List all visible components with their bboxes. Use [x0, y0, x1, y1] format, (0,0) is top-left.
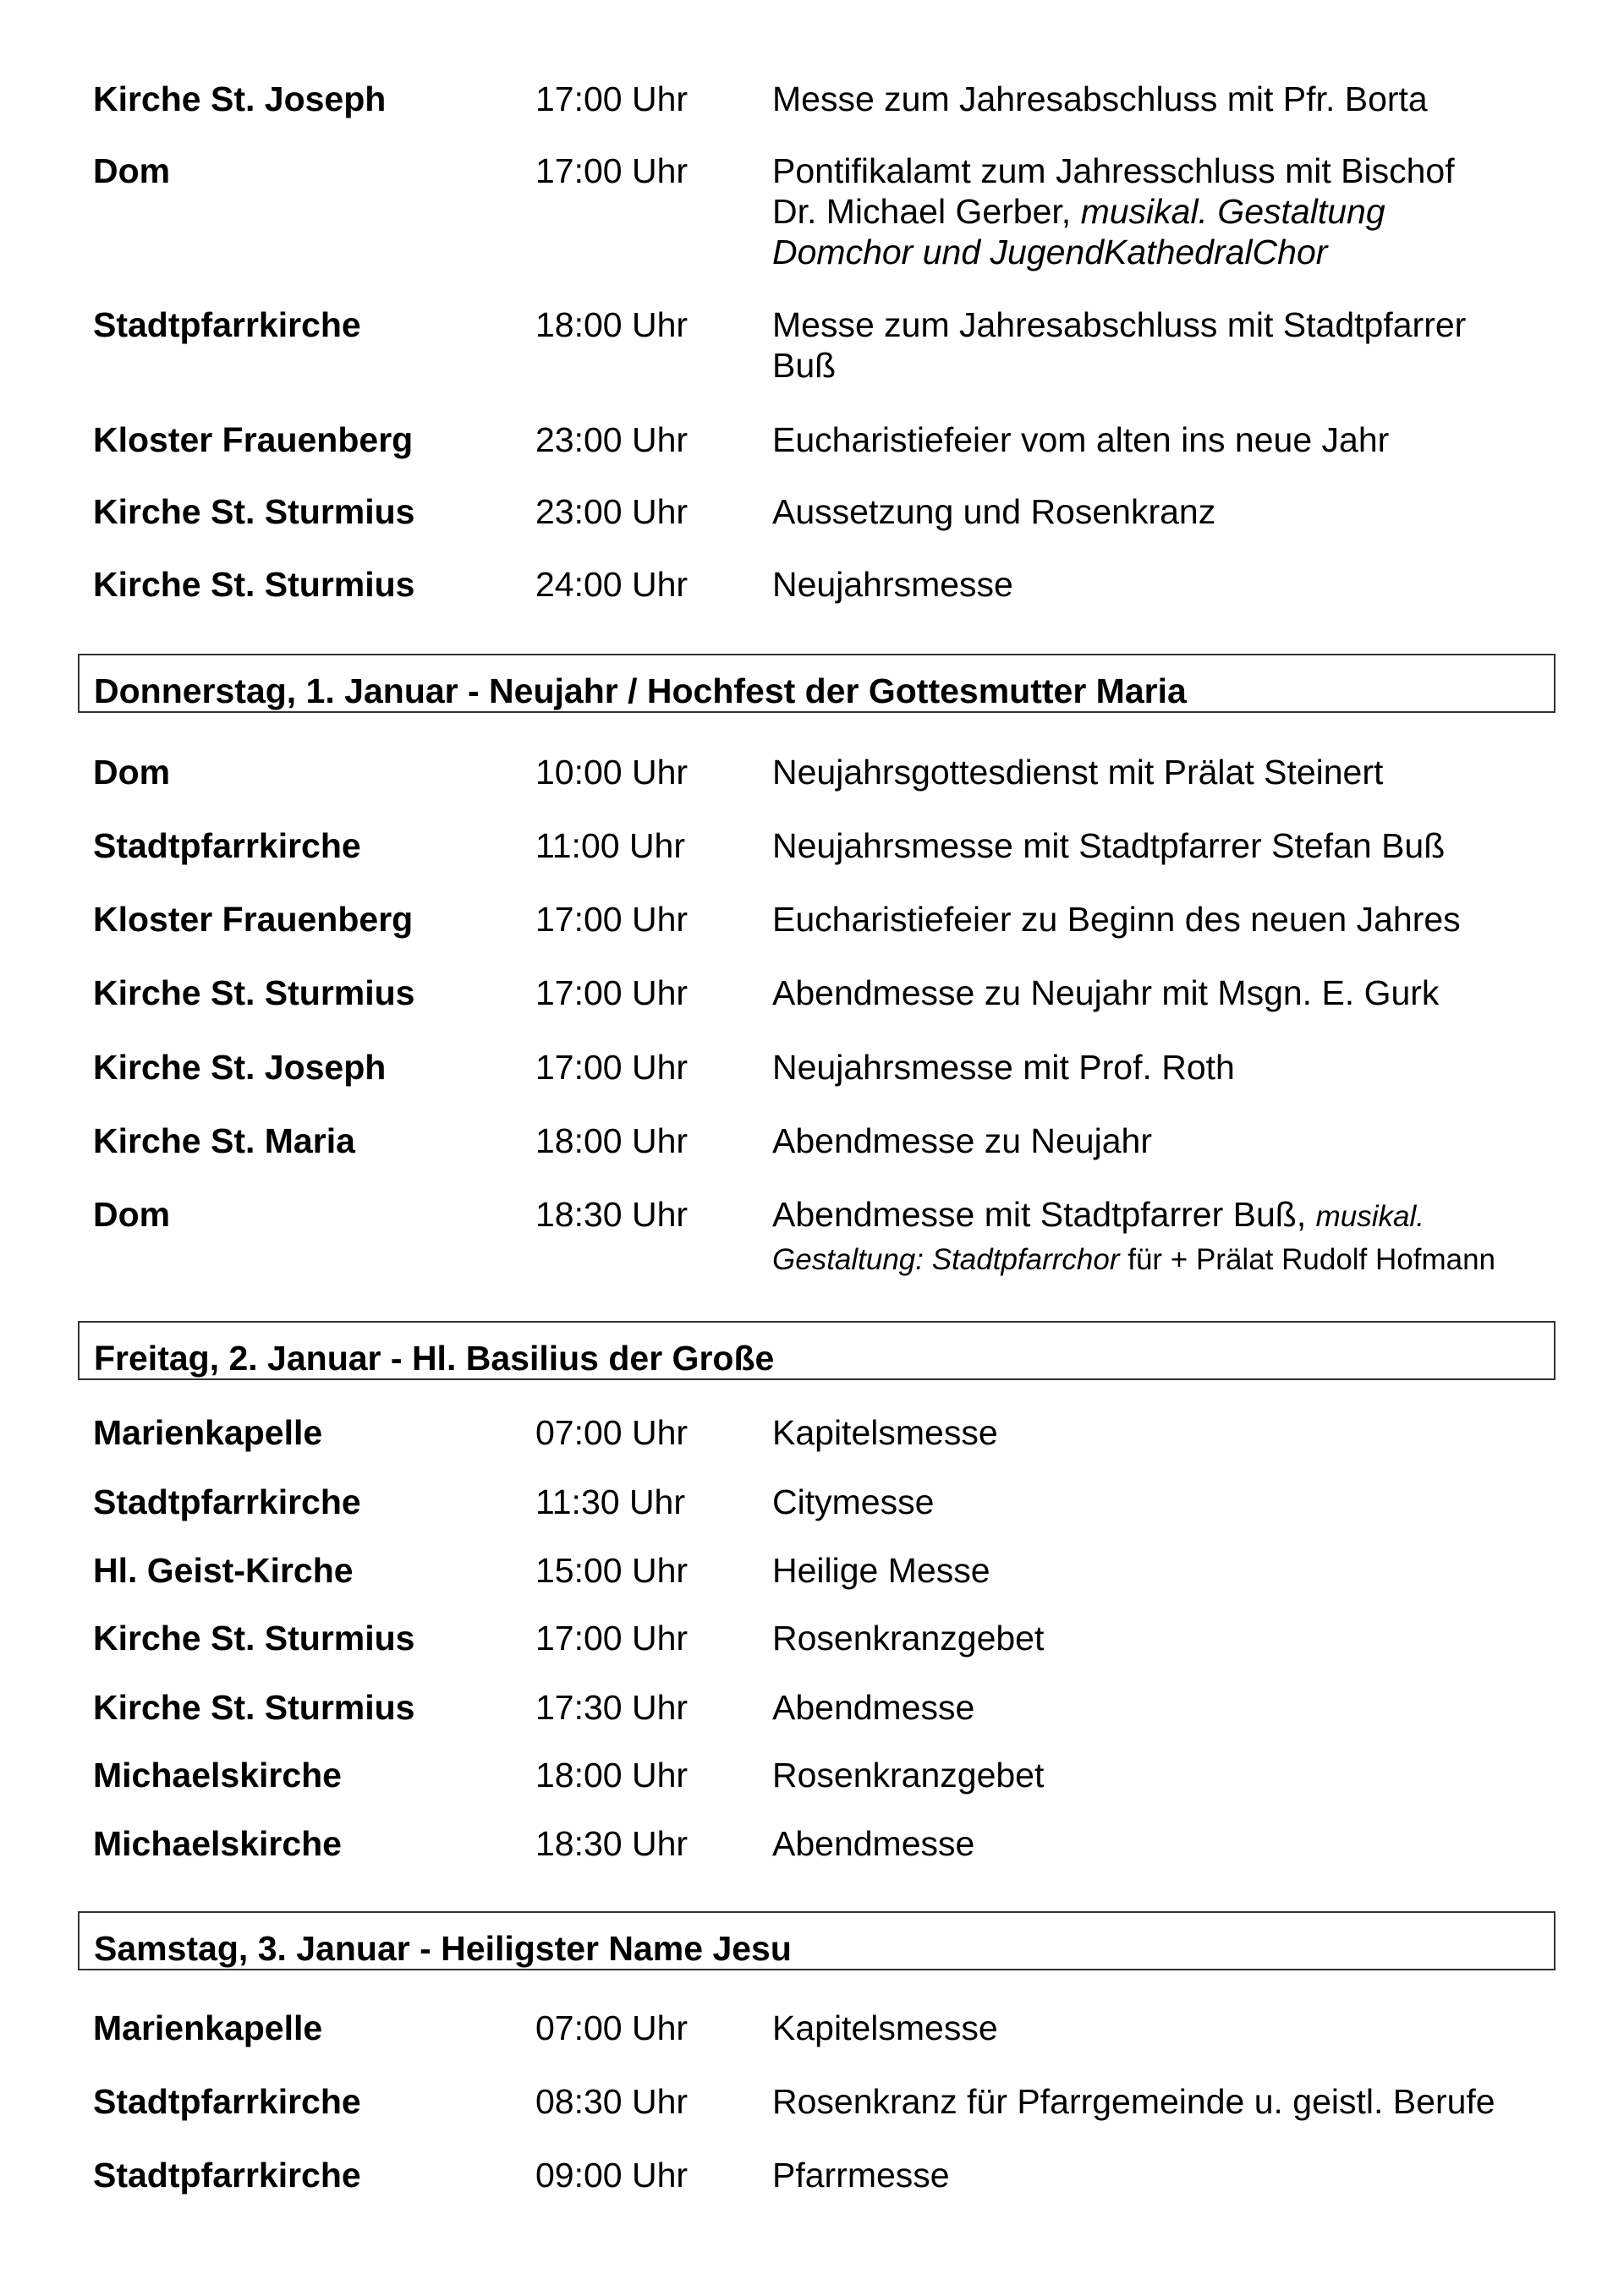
entry-time: 15:00 Uhr: [535, 1551, 689, 1590]
entry-location: Kirche St. Joseph: [93, 79, 387, 118]
entry-time: 07:00 Uhr: [535, 1413, 689, 1452]
entry-location: Marienkapelle: [93, 2008, 323, 2047]
entry-time: 18:00 Uhr: [535, 305, 689, 344]
entry-location: Kirche St. Maria: [93, 1121, 355, 1160]
entry-location: Stadtpfarrkirche: [93, 1482, 361, 1521]
entry-time: 17:30 Uhr: [535, 1688, 689, 1727]
entry-location: Michaelskirche: [93, 1824, 342, 1863]
entry-description: Abendmesse zu Neujahr: [772, 1121, 1152, 1160]
entry-description: Aussetzung und Rosenkranz: [772, 492, 1216, 531]
day-heading: Samstag, 3. Januar - Heiligster Name Jesu: [94, 1929, 792, 1968]
entry-description: Messe zum Jahresabschluss mit Pfr. Borta: [772, 79, 1428, 118]
entry-time: 18:30 Uhr: [535, 1195, 689, 1234]
entry-time: 17:00 Uhr: [535, 900, 689, 939]
entry-description: [772, 304, 1618, 386]
entry-location: Marienkapelle: [93, 1413, 323, 1452]
entry-description: Neujahrsmesse: [772, 565, 1013, 604]
day-heading: Donnerstag, 1. Januar - Neujahr / Hochfest der Gottesmutter Maria: [94, 671, 1187, 710]
entry-location: Dom: [93, 753, 171, 792]
entry-description: Pfarrmesse: [772, 2156, 950, 2195]
entry-location: Stadtpfarrkirche: [93, 826, 361, 865]
entry-time: 18:00 Uhr: [535, 1121, 689, 1160]
entry-time: 23:00 Uhr: [535, 492, 689, 531]
entry-description: Eucharistiefeier vom alten ins neue Jahr: [772, 420, 1390, 459]
entry-location: Dom: [93, 151, 171, 190]
entry-location: Stadtpfarrkirche: [93, 2082, 361, 2121]
desc-italic: Gestaltung: Stadtpfarrchor: [772, 1243, 1120, 1276]
entry-time: 11:00 Uhr: [535, 826, 686, 865]
entry-location: Michaelskirche: [93, 1756, 342, 1795]
entry-location: Kirche St. Sturmius: [93, 492, 415, 531]
entry-description: Kapitelsmesse: [772, 1413, 998, 1452]
entry-time: 07:00 Uhr: [535, 2008, 689, 2047]
entry-time: 23:00 Uhr: [535, 420, 689, 459]
entry-location: Kirche St. Sturmius: [93, 973, 415, 1012]
entry-description: [772, 1194, 1618, 1280]
entry-location: Kloster Frauenberg: [93, 900, 414, 939]
entry-location: Kirche St. Joseph: [93, 1048, 387, 1087]
entry-time: 11:30 Uhr: [535, 1482, 686, 1521]
day-heading-box: [78, 654, 1555, 713]
entry-description: Neujahrsmesse mit Stadtpfarrer Stefan Buß: [772, 826, 1446, 865]
entry-description: Rosenkranz für Pfarrgemeinde u. geistl. Berufe: [772, 2082, 1495, 2121]
entry-description: Abendmesse zu Neujahr mit Msgn. E. Gurk: [772, 973, 1440, 1012]
entry-time: 08:30 Uhr: [535, 2082, 689, 2121]
desc-line: Pontifikalamt zum Jahresschluss mit Bischof: [772, 151, 1455, 190]
day-heading-box: [78, 1321, 1555, 1380]
desc-italic: musikal.: [1315, 1200, 1424, 1233]
entry-location: Stadtpfarrkirche: [93, 305, 361, 344]
entry-description: Kapitelsmesse: [772, 2008, 998, 2047]
entry-time: 17:00 Uhr: [535, 79, 689, 118]
entry-location: Hl. Geist-Kirche: [93, 1551, 354, 1590]
entry-time: 09:00 Uhr: [535, 2156, 689, 2195]
entry-location: Kirche St. Sturmius: [93, 1619, 415, 1658]
entry-description: Abendmesse: [772, 1688, 975, 1727]
entry-description: Abendmesse: [772, 1824, 975, 1863]
entry-description: Neujahrsgottesdienst mit Prälat Steinert: [772, 753, 1384, 792]
entry-location: Stadtpfarrkirche: [93, 2156, 361, 2195]
desc-text: Abendmesse mit Stadtpfarrer Buß,: [772, 1195, 1316, 1234]
entry-description: Neujahrsmesse mit Prof. Roth: [772, 1048, 1235, 1087]
entry-time: 17:00 Uhr: [535, 1619, 689, 1658]
desc-italic: musikal. Gestaltung: [1080, 192, 1385, 231]
entry-description: Citymesse: [772, 1482, 935, 1521]
entry-location: Kirche St. Sturmius: [93, 565, 415, 604]
entry-time: 17:00 Uhr: [535, 973, 689, 1012]
entry-time: 18:30 Uhr: [535, 1824, 689, 1863]
entry-time: 17:00 Uhr: [535, 151, 689, 190]
day-heading-box: [78, 1911, 1555, 1970]
entry-description: Eucharistiefeier zu Beginn des neuen Jahres: [772, 900, 1461, 939]
day-heading: Freitag, 2. Januar - Hl. Basilius der Große: [94, 1339, 775, 1378]
entry-location: Dom: [93, 1195, 171, 1234]
entry-location: Kloster Frauenberg: [93, 420, 414, 459]
desc-italic: Domchor und JugendKathedralChor: [772, 233, 1328, 271]
desc-line: Messe zum Jahresabschluss mit Stadtpfarrer: [772, 305, 1467, 344]
entry-description: Heilige Messe: [772, 1551, 990, 1590]
entry-time: 18:00 Uhr: [535, 1756, 689, 1795]
entry-description: [772, 151, 1618, 272]
entry-location: Kirche St. Sturmius: [93, 1688, 415, 1727]
desc-line: Buß: [772, 346, 837, 385]
entry-description: Rosenkranzgebet: [772, 1619, 1045, 1658]
entry-time: 10:00 Uhr: [535, 753, 689, 792]
desc-line: Dr. Michael Gerber,: [772, 192, 1081, 231]
entry-description: Rosenkranzgebet: [772, 1756, 1045, 1795]
entry-time: 24:00 Uhr: [535, 565, 689, 604]
desc-text: für + Prälat Rudolf Hofmann: [1119, 1243, 1496, 1276]
entry-time: 17:00 Uhr: [535, 1048, 689, 1087]
